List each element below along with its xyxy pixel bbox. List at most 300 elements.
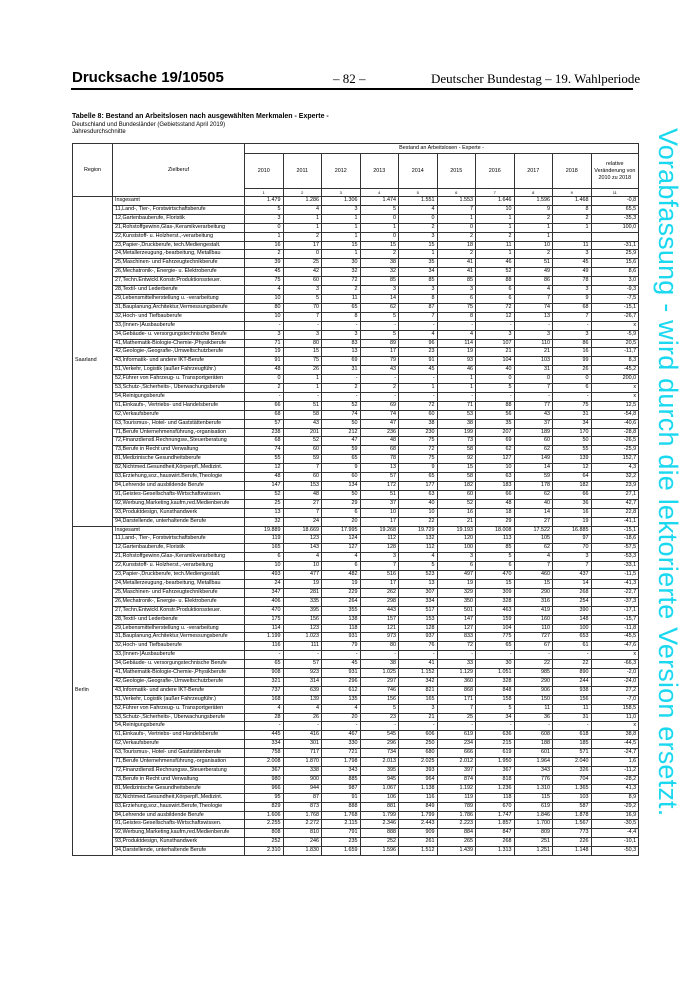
value-cell: 937 [399, 633, 438, 642]
occupation-cell: 23,Papier-,Druckberufe, tech.Mediengestalt. [113, 571, 245, 580]
value-cell: 25,9 [591, 250, 639, 259]
value-cell: 268 [553, 588, 592, 597]
table-row [73, 339, 639, 348]
value-cell: 20,5 [591, 339, 639, 348]
value-cell: 61 [553, 642, 592, 651]
value-cell: 18 [476, 508, 515, 517]
value-cell: - [322, 392, 361, 401]
unemployment-table [72, 143, 639, 856]
occupation-cell: 51,Verkehr, Logistik (außer Fahrzeugführ.) [113, 695, 245, 704]
value-cell: 159 [476, 615, 515, 624]
value-cell: -9,3 [591, 286, 639, 295]
value-cell: 121 [360, 624, 399, 633]
value-cell: 1.768 [322, 811, 361, 820]
value-cell: 987 [322, 784, 361, 793]
value-cell: - [245, 651, 284, 660]
value-cell: -11,5 [591, 571, 639, 580]
occupation-cell: 25,Maschinen- und Fahrzeugtechnikberufe [113, 259, 245, 268]
value-cell: 264 [322, 597, 361, 606]
table-row [73, 553, 639, 562]
value-cell: 35 [399, 259, 438, 268]
value-cell: 666 [437, 749, 476, 758]
value-cell: 931 [322, 633, 361, 642]
value-cell: 11 [553, 704, 592, 713]
value-cell: 49 [514, 268, 553, 277]
value-cell: 328 [476, 597, 515, 606]
value-cell: 281 [283, 588, 322, 597]
occupation-cell: 73,Berufe in Recht und Verwaltung [113, 446, 245, 455]
value-cell: 75 [553, 401, 592, 410]
value-cell: 66 [553, 490, 592, 499]
value-cell: 75 [437, 303, 476, 312]
value-cell: 923 [283, 669, 322, 678]
value-cell: 127 [437, 624, 476, 633]
value-cell: 65 [322, 303, 361, 312]
value-cell: 32,2 [591, 473, 639, 482]
value-cell: 27,1 [591, 490, 639, 499]
occupation-cell: 28,Textil- und Lederberufe [113, 615, 245, 624]
value-cell: 38,8 [591, 731, 639, 740]
value-cell: 50 [322, 419, 361, 428]
value-cell: 31 [553, 713, 592, 722]
value-cell: 497 [437, 571, 476, 580]
occupation-cell: 11,Land-, Tier-, Forstwirtschaftsberufe [113, 535, 245, 544]
value-cell: 1.870 [283, 758, 322, 767]
value-cell: 62 [360, 303, 399, 312]
value-cell: 107 [476, 339, 515, 348]
value-cell: 1.596 [514, 197, 553, 206]
column-index: 1 [245, 189, 284, 197]
value-cell: 1.659 [322, 847, 361, 856]
value-cell: 0 [476, 375, 515, 384]
value-cell: 2 [283, 232, 322, 241]
value-cell: 123 [283, 535, 322, 544]
value-cell: -7,0 [591, 695, 639, 704]
value-cell: x [591, 321, 639, 330]
value-cell: 24 [283, 517, 322, 526]
value-cell: 74 [322, 410, 361, 419]
value-cell: 52 [283, 437, 322, 446]
value-cell: 1.878 [553, 811, 592, 820]
value-cell: 20 [322, 517, 361, 526]
table-row [73, 517, 639, 526]
value-cell: - [476, 722, 515, 731]
value-cell: 1 [399, 384, 438, 393]
value-cell: 7 [360, 562, 399, 571]
value-cell: 87 [399, 303, 438, 312]
value-cell: 5 [283, 294, 322, 303]
value-cell: 881 [360, 802, 399, 811]
value-cell [553, 232, 592, 241]
value-cell: -47,6 [591, 642, 639, 651]
value-cell: 14 [514, 508, 553, 517]
value-cell: 14 [514, 464, 553, 473]
table-row [73, 241, 639, 250]
value-cell: 2.272 [283, 820, 322, 829]
value-cell: 106 [360, 793, 399, 802]
value-cell: 395 [360, 767, 399, 776]
value-cell: 1.365 [553, 784, 592, 793]
value-cell: 2.013 [360, 758, 399, 767]
value-cell: 3 [476, 330, 515, 339]
value-cell: 10 [476, 464, 515, 473]
value-cell: 7 [514, 294, 553, 303]
value-cell: 809 [514, 829, 553, 838]
occupation-cell: 33,(Innen-)Ausbauberufe [113, 651, 245, 660]
table-row [73, 669, 639, 678]
value-cell: 66 [476, 490, 515, 499]
value-cell: 46 [476, 259, 515, 268]
occupation-cell: 52,Führer von Fahrzeug- u. Transportgeräten [113, 704, 245, 713]
value-cell: 68 [245, 410, 284, 419]
value-cell: 91 [245, 357, 284, 366]
occupation-cell: 32,Hoch- und Tiefbauberufe [113, 642, 245, 651]
value-cell: - [322, 722, 361, 731]
table-row [73, 562, 639, 571]
table-row [73, 615, 639, 624]
value-cell: - [283, 321, 322, 330]
value-cell: 67 [514, 642, 553, 651]
value-cell: 85 [360, 277, 399, 286]
value-cell: 2 [399, 223, 438, 232]
value-cell: 463 [476, 606, 515, 615]
value-cell: 5 [360, 312, 399, 321]
value-cell: 147 [437, 615, 476, 624]
value-cell: 1.596 [360, 847, 399, 856]
value-cell: 17.995 [322, 526, 361, 535]
value-cell: 57 [360, 473, 399, 482]
value-cell: 26 [283, 366, 322, 375]
value-cell: 2.223 [437, 820, 476, 829]
value-cell: 296 [360, 740, 399, 749]
value-cell: 1.553 [437, 197, 476, 206]
value-cell: 746 [360, 686, 399, 695]
value-cell: 973 [360, 633, 399, 642]
table-row [73, 793, 639, 802]
value-cell: 1.199 [245, 633, 284, 642]
value-cell: 113 [476, 535, 515, 544]
table-row [73, 606, 639, 615]
table-row [73, 695, 639, 704]
value-cell: 3 [437, 286, 476, 295]
occupation-cell: 93,Produktdesign, Kunsthandwerk [113, 838, 245, 847]
value-cell: 4 [514, 286, 553, 295]
value-cell: 2.115 [322, 820, 361, 829]
table-row [73, 223, 639, 232]
value-cell: 7 [437, 205, 476, 214]
value-cell: 360 [437, 677, 476, 686]
value-cell: 79 [322, 642, 361, 651]
table-row [73, 375, 639, 384]
value-cell: 212 [322, 428, 361, 437]
value-cell: 0 [514, 375, 553, 384]
value-cell: 147 [245, 482, 284, 491]
value-cell: 16.885 [553, 526, 592, 535]
value-cell: -37,3 [591, 597, 639, 606]
value-cell: -0,8 [591, 197, 639, 206]
value-cell: 16 [437, 508, 476, 517]
value-cell: 884 [437, 829, 476, 838]
value-cell: 874 [437, 775, 476, 784]
value-cell: 406 [245, 597, 284, 606]
region-cell: Saarland [73, 197, 113, 527]
value-cell: 3 [283, 330, 322, 339]
value-cell: 985 [514, 669, 553, 678]
value-cell: 1 [283, 375, 322, 384]
column-index: 4 [360, 189, 399, 197]
value-cell: -45,5 [591, 633, 639, 642]
table-row [73, 847, 639, 856]
value-cell: 22 [553, 660, 592, 669]
table-row [73, 713, 639, 722]
column-index: 2 [283, 189, 322, 197]
value-cell: 1 [476, 250, 515, 259]
value-cell: 343 [514, 767, 553, 776]
value-cell: 619 [437, 731, 476, 740]
value-cell: 290 [514, 677, 553, 686]
table-row [73, 597, 639, 606]
value-cell: 1 [360, 223, 399, 232]
value-cell: 5 [360, 205, 399, 214]
value-cell: 355 [322, 606, 361, 615]
value-cell: 4,3 [591, 464, 639, 473]
value-cell: 1.512 [399, 847, 438, 856]
value-cell: 104 [476, 624, 515, 633]
value-cell: 26 [553, 366, 592, 375]
value-cell: 0 [283, 250, 322, 259]
value-cell: 93 [437, 357, 476, 366]
value-cell: 1.747 [476, 811, 515, 820]
table-row [73, 544, 639, 553]
value-cell: 8,9 [591, 793, 639, 802]
table-row [73, 268, 639, 277]
value-cell: 50 [553, 437, 592, 446]
occupation-cell: 61,Einkaufs-, Vertriebs- und Handelsberufe [113, 731, 245, 740]
value-cell: 139 [283, 695, 322, 704]
value-cell: 10 [514, 241, 553, 250]
value-cell: 135 [322, 695, 361, 704]
value-cell: x [591, 392, 639, 401]
value-cell: 69 [322, 357, 361, 366]
value-cell: 74 [360, 410, 399, 419]
value-cell: 1.439 [437, 847, 476, 856]
table-row [73, 677, 639, 686]
table-row [73, 499, 639, 508]
value-cell: 74 [245, 446, 284, 455]
value-cell: -15,7 [591, 615, 639, 624]
value-cell: 207 [476, 428, 515, 437]
year-header: 2015 [437, 154, 476, 189]
value-cell: 721 [322, 749, 361, 758]
year-header: 2013 [360, 154, 399, 189]
value-cell: - [437, 722, 476, 731]
value-cell: 15 [476, 579, 515, 588]
value-cell: 68 [245, 437, 284, 446]
value-cell: 114 [437, 339, 476, 348]
occupation-cell: 91,Geistes-Gesellschafts-Wirtschaftswissen. [113, 490, 245, 499]
value-cell: 619 [514, 802, 553, 811]
value-cell: 29 [476, 517, 515, 526]
zielberuf-header: Zielberuf [113, 144, 245, 197]
value-cell: 75 [399, 455, 438, 464]
value-cell: -57,5 [591, 544, 639, 553]
value-cell: 72 [322, 277, 361, 286]
value-cell: 6 [245, 553, 284, 562]
value-cell: 200,0 [591, 375, 639, 384]
value-cell: 29 [322, 499, 361, 508]
value-cell: 1 [437, 375, 476, 384]
occupation-cell: 29,Lebensmittelherstellung u. -verarbeitung [113, 624, 245, 633]
table-row [73, 526, 639, 535]
value-cell: 482 [322, 571, 361, 580]
value-cell: 4 [437, 330, 476, 339]
value-cell: 100 [553, 624, 592, 633]
value-cell: 49 [553, 268, 592, 277]
value-cell: 758 [245, 749, 284, 758]
value-cell: 19.729 [399, 526, 438, 535]
table-row [73, 197, 639, 206]
value-cell: 85 [437, 277, 476, 286]
value-cell: 7 [283, 464, 322, 473]
value-cell: 316 [514, 597, 553, 606]
value-cell: 1.138 [399, 784, 438, 793]
value-cell: 443 [360, 606, 399, 615]
value-cell: 23 [360, 713, 399, 722]
table-row [73, 259, 639, 268]
value-cell: 57 [283, 660, 322, 669]
occupation-cell: Insgesamt [113, 526, 245, 535]
occupation-cell: 11,Land-, Tier-, Forstwirtschaftsberufe [113, 205, 245, 214]
table-body [73, 197, 639, 856]
occupation-cell: 41,Mathematik-Biologie-Chemie-,Physikberufe [113, 669, 245, 678]
value-cell: 13 [514, 312, 553, 321]
value-cell: 75 [245, 277, 284, 286]
occupation-cell: 27,Techn.Entwickl.Konstr.Produktionssteuer. [113, 606, 245, 615]
table-row [73, 437, 639, 446]
value-cell: - [322, 375, 361, 384]
occupation-cell: 94,Darstellende, unterhaltende Berufe [113, 847, 245, 856]
value-cell: 1.479 [245, 197, 284, 206]
value-cell: 18.669 [283, 526, 322, 535]
value-cell: 517 [399, 606, 438, 615]
value-cell: 6 [322, 562, 361, 571]
value-cell: 149 [514, 455, 553, 464]
value-cell: 1.286 [283, 197, 322, 206]
occupation-cell: 31,Bauplanung,Architektur,Vermessungsberufe [113, 633, 245, 642]
value-cell: 112 [399, 544, 438, 553]
value-cell: 244 [553, 677, 592, 686]
value-cell: 1.786 [437, 811, 476, 820]
publisher-line: Deutscher Bundestag – 19. Wahlperiode [431, 71, 641, 86]
occupation-cell: 24,Metallerzeugung,-bearbeitung, Metallbau [113, 579, 245, 588]
value-cell: 134 [322, 482, 361, 491]
occupation-cell: 33,(Innen-)Ausbauberufe [113, 321, 245, 330]
value-cell: 1.023 [283, 633, 322, 642]
value-cell: 4 [283, 553, 322, 562]
table-row [73, 446, 639, 455]
value-cell: 199 [437, 428, 476, 437]
value-cell: 83 [322, 339, 361, 348]
occupation-cell: 51,Verkehr, Logistik (außer Fahrzeugführ.) [113, 366, 245, 375]
value-cell: 128 [360, 544, 399, 553]
value-cell: 3 [360, 286, 399, 295]
value-cell: 16,9 [591, 811, 639, 820]
value-cell: -28,8 [591, 428, 639, 437]
value-cell: -50,3 [591, 847, 639, 856]
value-cell: 1 [322, 223, 361, 232]
value-cell: 32 [245, 517, 284, 526]
table-row [73, 321, 639, 330]
value-cell: 104 [476, 357, 515, 366]
occupation-cell: 71,Berufe Unternehmensführung,-organisation [113, 428, 245, 437]
value-cell: -18,6 [591, 535, 639, 544]
value-cell: 182 [553, 482, 592, 491]
value-cell: 139 [553, 455, 592, 464]
value-cell: 3 [553, 286, 592, 295]
value-cell: 367 [476, 767, 515, 776]
value-cell: - [322, 651, 361, 660]
table-title: Tabelle 8: Bestand an Arbeitslosen nach ausgewählten Merkmalen - Experte - [72, 113, 329, 120]
occupation-cell: 29,Lebensmittelherstellung u. -verarbeitung [113, 294, 245, 303]
value-cell: 12 [553, 464, 592, 473]
table-row [73, 357, 639, 366]
value-cell: 21 [399, 713, 438, 722]
value-cell: 62 [476, 446, 515, 455]
value-cell: 69 [360, 401, 399, 410]
table-row [73, 277, 639, 286]
value-cell: 15 [283, 348, 322, 357]
value-cell: 2.443 [399, 820, 438, 829]
value-cell: 15 [437, 464, 476, 473]
value-cell: 5 [476, 384, 515, 393]
value-cell: 88 [476, 277, 515, 286]
value-cell: - [399, 321, 438, 330]
value-cell: -11,2 [591, 767, 639, 776]
value-cell: 3 [553, 250, 592, 259]
value-cell: 36 [514, 713, 553, 722]
value-cell: 347 [245, 588, 284, 597]
value-cell: 188 [514, 740, 553, 749]
table-row [73, 811, 639, 820]
value-cell: 1.468 [553, 197, 592, 206]
value-cell: 58 [283, 410, 322, 419]
value-cell [591, 232, 639, 241]
occupation-cell: 22,Kunststoff- u. Holzherst.,-verarbeitung [113, 232, 245, 241]
occupation-cell: 22,Kunststoff- u. Holzherst.,-verarbeitung [113, 562, 245, 571]
value-cell: 1 [437, 214, 476, 223]
occupation-cell: 72,Finanzdienstl.Rechnungsw.,Steuerberatung [113, 437, 245, 446]
value-cell: 326 [553, 767, 592, 776]
value-cell: 2 [360, 384, 399, 393]
occupation-cell: 26,Mechatronik-, Energie- u. Elektroberufe [113, 597, 245, 606]
page-number: – 82 – [333, 71, 366, 86]
value-cell: 226 [553, 838, 592, 847]
value-cell: 52 [476, 268, 515, 277]
value-cell: 118 [476, 793, 515, 802]
value-cell: 55 [245, 455, 284, 464]
value-cell: 8,6 [591, 268, 639, 277]
value-cell: 51 [283, 401, 322, 410]
value-cell: 150 [514, 695, 553, 704]
value-cell: 58 [437, 473, 476, 482]
value-cell: 72 [399, 446, 438, 455]
value-cell: 10 [476, 205, 515, 214]
value-cell: 17 [283, 241, 322, 250]
value-cell: 30 [476, 660, 515, 669]
value-cell: 2.346 [360, 820, 399, 829]
value-cell: 1.551 [399, 197, 438, 206]
value-cell: 18 [437, 241, 476, 250]
